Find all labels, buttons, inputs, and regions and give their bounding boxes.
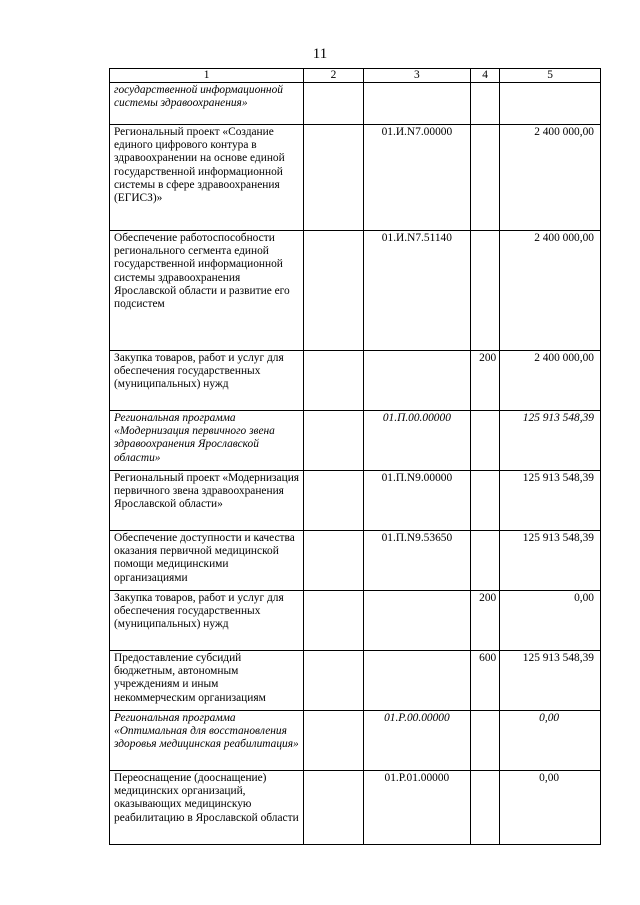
row-kvr bbox=[470, 125, 499, 231]
column-header: 3 bbox=[363, 69, 470, 83]
row-col2 bbox=[304, 471, 364, 531]
row-code: 01.Р.01.00000 bbox=[363, 771, 470, 845]
row-kvr: 600 bbox=[470, 651, 499, 711]
row-name: Закупка товаров, работ и услуг для обеспечения государственных (муниципальных) нужд bbox=[110, 591, 304, 651]
row-col2 bbox=[304, 651, 364, 711]
row-name: Региональная программа «Модернизация первичного звена здравоохранения Ярославской области» bbox=[110, 411, 304, 471]
table-row bbox=[110, 351, 601, 411]
row-name: Региональный проект «Создание единого цифрового контура в здравоохранении на основе единой государственной информационной системы в сфере здравоохранения (ЕГИСЗ)» bbox=[110, 125, 304, 231]
page-number: 11 bbox=[312, 46, 328, 62]
row-code: 01.Р.00.00000 bbox=[363, 711, 470, 771]
row-code: 01.И.N7.00000 bbox=[363, 125, 470, 231]
table-row bbox=[110, 591, 601, 651]
row-amount: 125 913 548,39 bbox=[500, 411, 601, 471]
row-code: 01.П.N9.53650 bbox=[363, 531, 470, 591]
row-kvr bbox=[470, 471, 499, 531]
row-name: Предоставление субсидий бюджетным, автономным учреждениям и иным некоммерческим организациям bbox=[110, 651, 304, 711]
row-col2 bbox=[304, 771, 364, 845]
budget-table bbox=[109, 68, 601, 845]
row-kvr bbox=[470, 711, 499, 771]
row-name: Переоснащение (дооснащение) медицинских организаций, оказывающих медицинскую реабилитацию в Ярославской области bbox=[110, 771, 304, 845]
row-name: Региональная программа «Оптимальная для восстановления здоровья медицинская реабилитация» bbox=[110, 711, 304, 771]
row-amount: 125 913 548,39 bbox=[500, 531, 601, 591]
row-name: государственной информационной системы здравоохранения» bbox=[110, 83, 304, 125]
row-col2 bbox=[304, 125, 364, 231]
row-code bbox=[363, 591, 470, 651]
column-header: 1 bbox=[110, 69, 304, 83]
row-col2 bbox=[304, 351, 364, 411]
row-kvr bbox=[470, 231, 499, 351]
table-row bbox=[110, 651, 601, 711]
row-amount: 0,00 bbox=[500, 711, 601, 771]
row-code bbox=[363, 83, 470, 125]
row-kvr: 200 bbox=[470, 591, 499, 651]
row-code: 01.И.N7.51140 bbox=[363, 231, 470, 351]
row-name: Региональный проект «Модернизация первичного звена здравоохранения Ярославской области» bbox=[110, 471, 304, 531]
column-header: 5 bbox=[500, 69, 601, 83]
table-row bbox=[110, 711, 601, 771]
table-row bbox=[110, 411, 601, 471]
row-col2 bbox=[304, 411, 364, 471]
table-header-row bbox=[110, 69, 601, 83]
row-amount: 125 913 548,39 bbox=[500, 651, 601, 711]
row-kvr bbox=[470, 83, 499, 125]
row-col2 bbox=[304, 711, 364, 771]
row-kvr bbox=[470, 411, 499, 471]
row-col2 bbox=[304, 531, 364, 591]
table-row bbox=[110, 125, 601, 231]
row-amount: 2 400 000,00 bbox=[500, 125, 601, 231]
column-header: 4 bbox=[470, 69, 499, 83]
row-kvr: 200 bbox=[470, 351, 499, 411]
row-amount: 0,00 bbox=[500, 591, 601, 651]
row-kvr bbox=[470, 531, 499, 591]
table-row bbox=[110, 471, 601, 531]
row-amount: 2 400 000,00 bbox=[500, 231, 601, 351]
row-amount bbox=[500, 83, 601, 125]
row-code bbox=[363, 351, 470, 411]
column-header: 2 bbox=[304, 69, 364, 83]
row-code bbox=[363, 651, 470, 711]
table-row bbox=[110, 83, 601, 125]
row-kvr bbox=[470, 771, 499, 845]
row-col2 bbox=[304, 231, 364, 351]
row-col2 bbox=[304, 591, 364, 651]
row-col2 bbox=[304, 83, 364, 125]
row-code: 01.П.00.00000 bbox=[363, 411, 470, 471]
row-code: 01.П.N9.00000 bbox=[363, 471, 470, 531]
table-row bbox=[110, 531, 601, 591]
row-name: Обеспечение работоспособности регионального сегмента единой государственной информационной системы здравоохранения Ярославской области и развитие его подсистем bbox=[110, 231, 304, 351]
row-name: Обеспечение доступности и качества оказания первичной медицинской помощи медицинскими организациями bbox=[110, 531, 304, 591]
row-amount: 2 400 000,00 bbox=[500, 351, 601, 411]
row-name: Закупка товаров, работ и услуг для обеспечения государственных (муниципальных) нужд bbox=[110, 351, 304, 411]
row-amount: 125 913 548,39 bbox=[500, 471, 601, 531]
row-amount: 0,00 bbox=[500, 771, 601, 845]
table-row bbox=[110, 771, 601, 845]
table-row bbox=[110, 231, 601, 351]
